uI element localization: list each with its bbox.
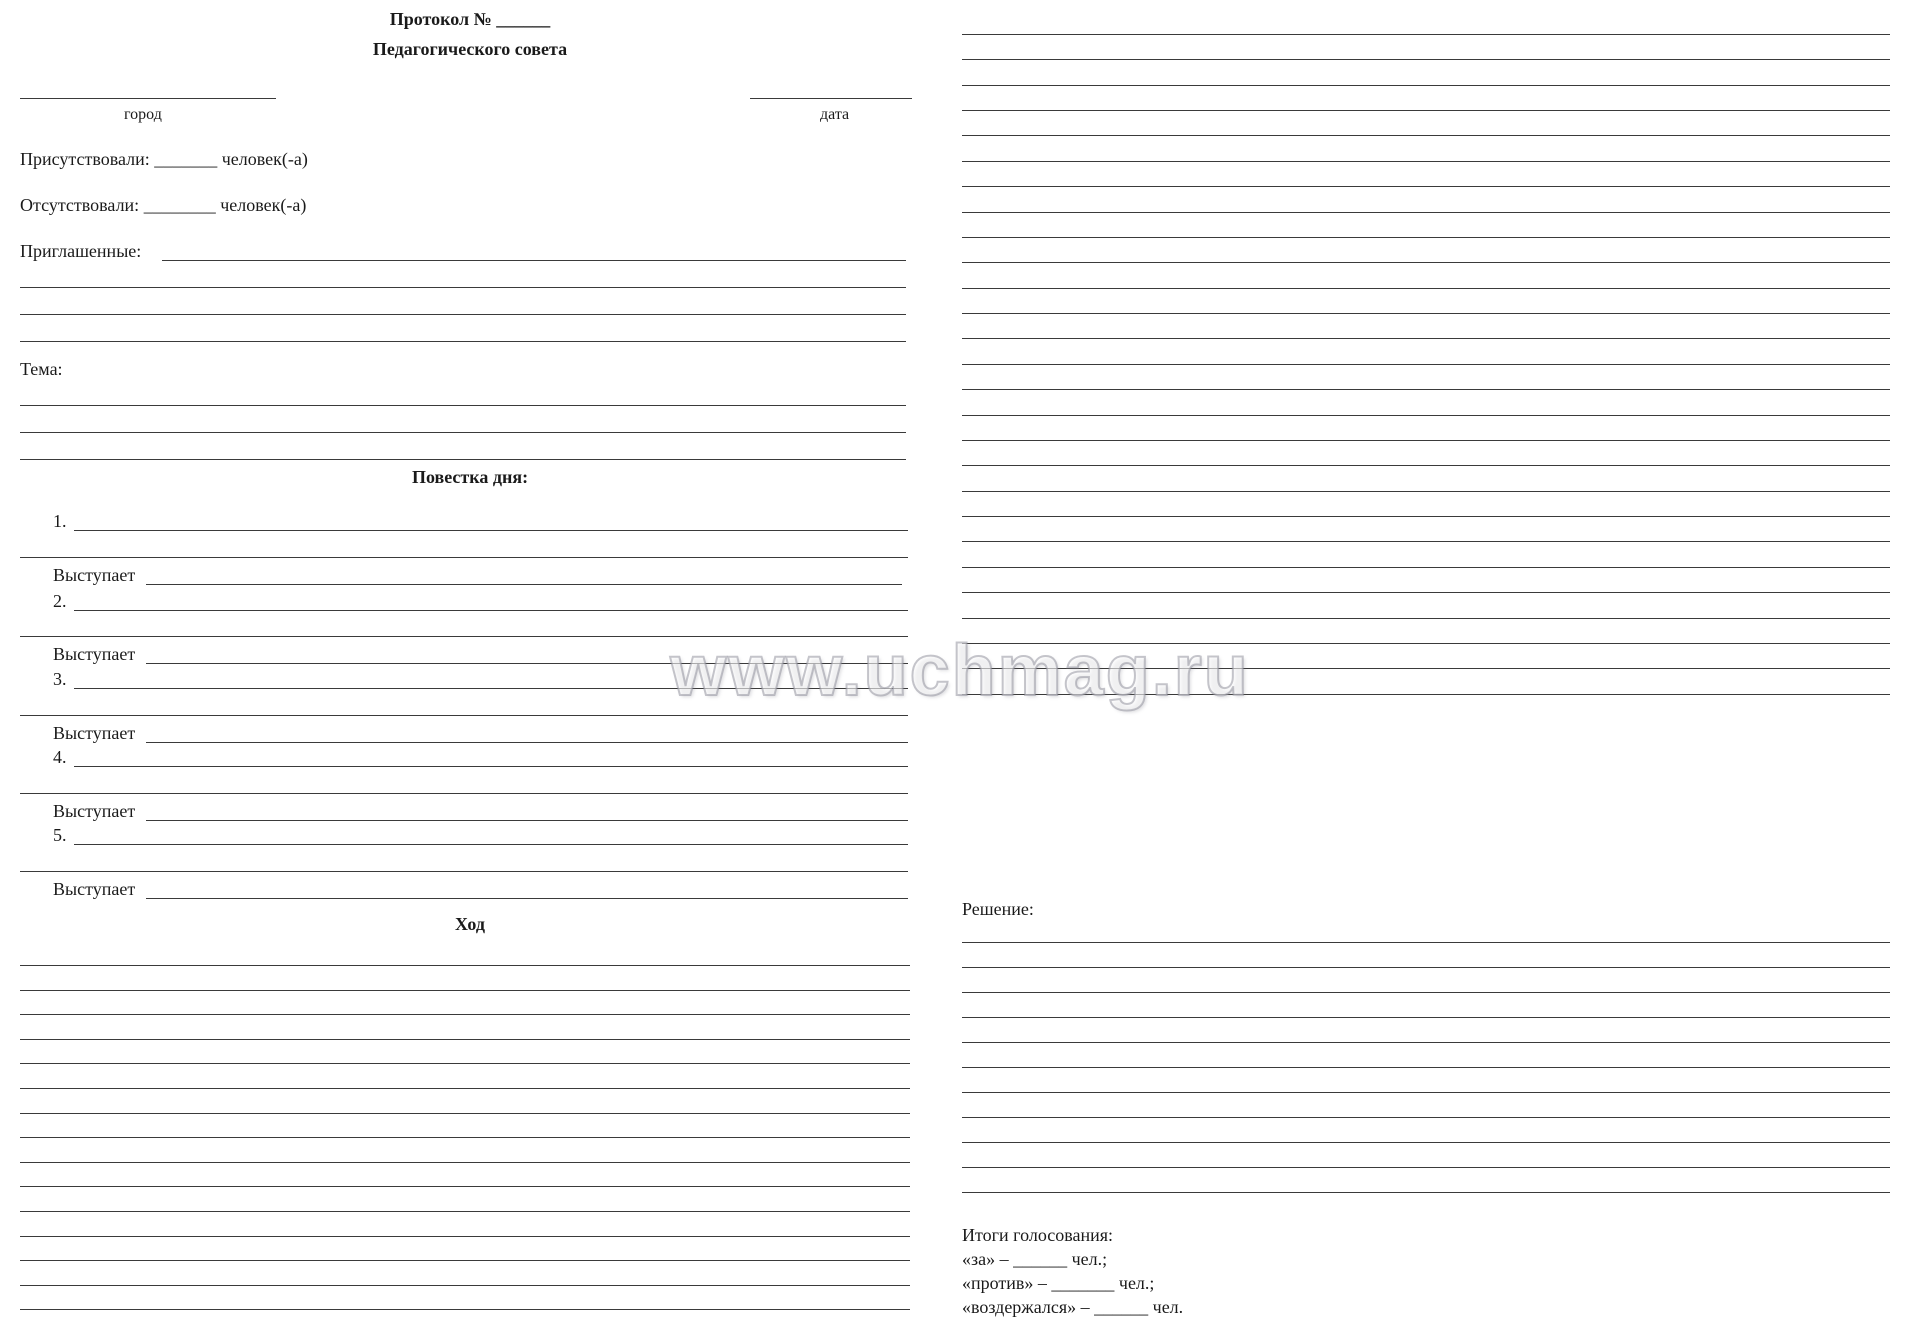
present-count-field[interactable]: _______ bbox=[154, 149, 218, 169]
speaker-line[interactable] bbox=[146, 742, 908, 743]
agenda-item-line[interactable] bbox=[74, 610, 908, 611]
agenda-item-line[interactable] bbox=[20, 871, 908, 872]
speaker-line[interactable] bbox=[146, 820, 908, 821]
absent-row bbox=[20, 194, 306, 216]
agenda-item-line[interactable] bbox=[74, 844, 908, 845]
agenda-item-number: 3. bbox=[53, 669, 67, 689]
invited-line[interactable] bbox=[20, 287, 906, 288]
vote-against[interactable]: «против» – _______ чел.; bbox=[962, 1273, 1155, 1293]
agenda-item-line[interactable] bbox=[20, 557, 908, 558]
progress-line[interactable] bbox=[20, 1063, 910, 1064]
speaker-label: Выступает bbox=[53, 801, 136, 821]
agenda-item-line[interactable] bbox=[20, 793, 908, 794]
progress-line[interactable] bbox=[20, 1014, 910, 1015]
decision-line[interactable] bbox=[962, 942, 1890, 943]
progress-line[interactable] bbox=[962, 465, 1890, 466]
progress-line[interactable] bbox=[962, 237, 1890, 238]
progress-line[interactable] bbox=[20, 1236, 910, 1237]
progress-line[interactable] bbox=[962, 59, 1890, 60]
progress-line[interactable] bbox=[20, 1088, 910, 1089]
decision-line[interactable] bbox=[962, 967, 1890, 968]
progress-line[interactable] bbox=[20, 1039, 910, 1040]
progress-line[interactable] bbox=[20, 1285, 910, 1286]
agenda-item-line[interactable] bbox=[74, 766, 908, 767]
present-label: Присутствовали: bbox=[20, 149, 150, 169]
watermark-text: www.uchmag.ru bbox=[670, 631, 1250, 711]
progress-line[interactable] bbox=[962, 186, 1890, 187]
decision-line[interactable] bbox=[962, 1067, 1890, 1068]
present-row bbox=[20, 148, 308, 170]
speaker-line[interactable] bbox=[146, 663, 908, 664]
date-line[interactable] bbox=[750, 98, 912, 99]
agenda-item-line[interactable] bbox=[20, 715, 908, 716]
agenda-item-number: 2. bbox=[53, 591, 67, 611]
progress-line[interactable] bbox=[962, 592, 1890, 593]
speaker-label: Выступает bbox=[53, 565, 136, 585]
progress-line[interactable] bbox=[962, 541, 1890, 542]
agenda-item-line[interactable] bbox=[20, 636, 908, 637]
progress-line[interactable] bbox=[962, 694, 1890, 695]
agenda-item-line[interactable] bbox=[74, 530, 908, 531]
vote-abstained[interactable]: «воздержался» – ______ чел. bbox=[962, 1297, 1184, 1317]
absent-label: Отсутствовали: bbox=[20, 195, 140, 215]
decision-label: Решение: bbox=[962, 899, 1034, 919]
agenda-item-number: 4. bbox=[53, 747, 67, 767]
speaker-line[interactable] bbox=[146, 898, 908, 899]
progress-line[interactable] bbox=[962, 338, 1890, 339]
progress-line[interactable] bbox=[962, 567, 1890, 568]
right-page bbox=[940, 0, 1920, 1337]
progress-line[interactable] bbox=[20, 1137, 910, 1138]
progress-line[interactable] bbox=[962, 389, 1890, 390]
council-subtitle: Педагогического совета bbox=[372, 39, 568, 59]
topic-line[interactable] bbox=[20, 459, 906, 460]
decision-line[interactable] bbox=[962, 1167, 1890, 1168]
absent-unit: человек(-а) bbox=[220, 195, 307, 215]
progress-line[interactable] bbox=[962, 135, 1890, 136]
speaker-label: Выступает bbox=[53, 723, 136, 743]
topic-label: Тема: bbox=[20, 359, 63, 379]
invited-line[interactable] bbox=[20, 341, 906, 342]
progress-line[interactable] bbox=[962, 34, 1890, 35]
agenda-item-number: 1. bbox=[53, 511, 67, 531]
progress-line[interactable] bbox=[20, 965, 910, 966]
progress-line[interactable] bbox=[962, 491, 1890, 492]
agenda-title: Повестка дня: bbox=[411, 467, 529, 487]
progress-line[interactable] bbox=[962, 262, 1890, 263]
speaker-line[interactable] bbox=[146, 584, 902, 585]
progress-line[interactable] bbox=[20, 1309, 910, 1310]
decision-line[interactable] bbox=[962, 1092, 1890, 1093]
voting-title: Итоги голосования: bbox=[962, 1225, 1114, 1245]
left-page bbox=[0, 0, 940, 1337]
progress-line[interactable] bbox=[962, 110, 1890, 111]
progress-line[interactable] bbox=[20, 1162, 910, 1163]
decision-line[interactable] bbox=[962, 1117, 1890, 1118]
city-label: город bbox=[124, 106, 162, 123]
speaker-label: Выступает bbox=[53, 879, 136, 899]
topic-line[interactable] bbox=[20, 432, 906, 433]
present-unit: человек(-а) bbox=[221, 149, 308, 169]
speaker-label: Выступает bbox=[53, 644, 136, 664]
agenda-item-number: 5. bbox=[53, 825, 67, 845]
vote-for[interactable]: «за» – ______ чел.; bbox=[962, 1249, 1108, 1269]
invited-line[interactable] bbox=[20, 314, 906, 315]
date-label: дата bbox=[820, 106, 850, 123]
progress-line[interactable] bbox=[962, 212, 1890, 213]
progress-line[interactable] bbox=[962, 668, 1890, 669]
decision-line[interactable] bbox=[962, 992, 1890, 993]
protocol-title: Протокол № ______ bbox=[389, 9, 551, 29]
progress-line[interactable] bbox=[962, 618, 1890, 619]
invited-label: Приглашенные: bbox=[20, 241, 142, 261]
progress-line[interactable] bbox=[962, 415, 1890, 416]
progress-line[interactable] bbox=[20, 1113, 910, 1114]
agenda-item-line[interactable] bbox=[74, 688, 908, 689]
progress-line[interactable] bbox=[962, 364, 1890, 365]
decision-line[interactable] bbox=[962, 1042, 1890, 1043]
decision-line[interactable] bbox=[962, 1017, 1890, 1018]
progress-line[interactable] bbox=[962, 85, 1890, 86]
decision-line[interactable] bbox=[962, 1192, 1890, 1193]
progress-line[interactable] bbox=[962, 313, 1890, 314]
invited-line[interactable] bbox=[162, 260, 906, 261]
progress-line[interactable] bbox=[962, 161, 1890, 162]
progress-line[interactable] bbox=[20, 990, 910, 991]
city-line[interactable] bbox=[20, 98, 276, 99]
progress-line[interactable] bbox=[962, 440, 1890, 441]
progress-line[interactable] bbox=[962, 643, 1890, 644]
topic-line[interactable] bbox=[20, 405, 906, 406]
progress-line[interactable] bbox=[20, 1260, 910, 1261]
absent-count-field[interactable]: ________ bbox=[143, 195, 216, 215]
progress-line[interactable] bbox=[962, 516, 1890, 517]
progress-title: Ход bbox=[454, 914, 486, 934]
decision-line[interactable] bbox=[962, 1142, 1890, 1143]
progress-line[interactable] bbox=[20, 1186, 910, 1187]
progress-line[interactable] bbox=[962, 288, 1890, 289]
progress-line[interactable] bbox=[20, 1211, 910, 1212]
